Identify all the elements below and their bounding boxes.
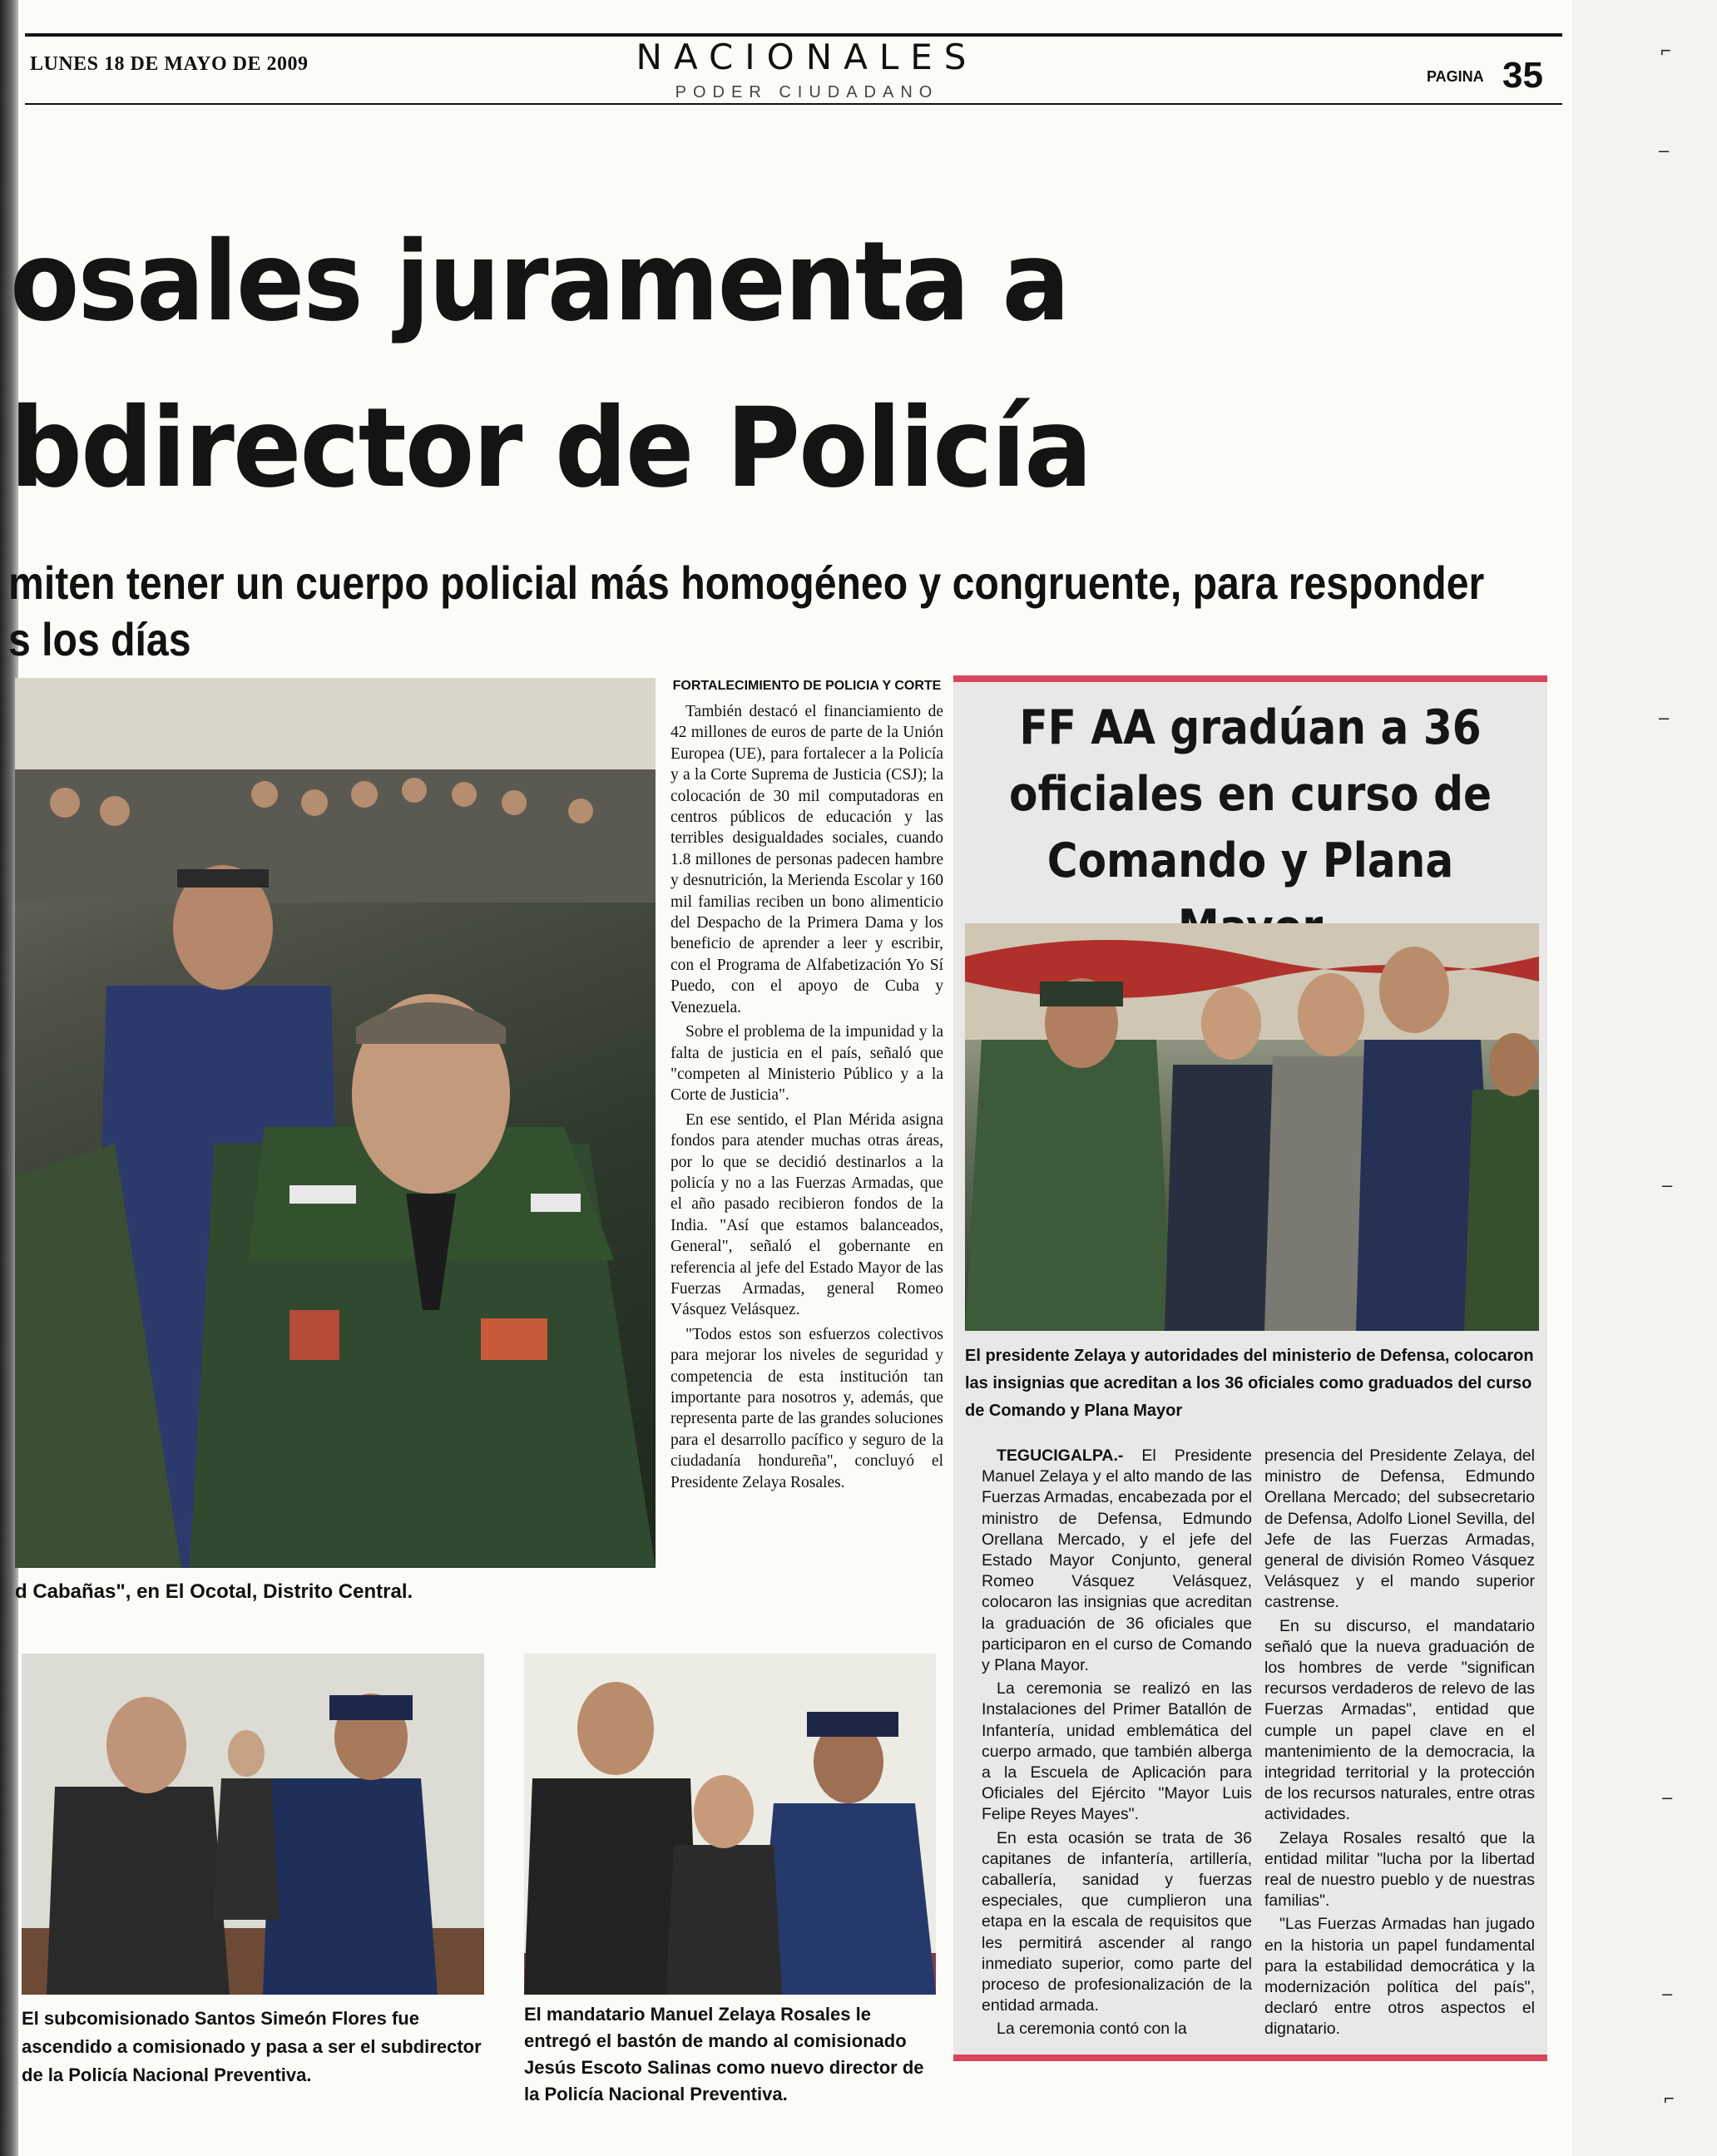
deck-line-1: miten tener un cuerpo policial más homogéneo y congruente, para responder — [8, 556, 1485, 609]
sidebar-paragraph: La ceremonia se realizó en las Instalaciones del Primer Batallón de Infantería, unidad emblemática del cuerpo armado, que también alberga a la Escuela de Aplicación para Oficiales del Ejército "Mayor Luis Felipe Reyes Mayes". — [982, 1679, 1252, 1824]
headline-line-2: bdirector de Policía — [10, 384, 1091, 512]
sidebar-paragraph: "Las Fuerzas Armadas han jugado en la historia un papel fundamental para la estabilidad democrática y la modernización política del país", declaró entre otros aspectos el dignatario. — [1264, 1915, 1535, 2039]
margin-mark: – — [1662, 1174, 1673, 1195]
sidebar-headline-line-3: Comando y Plana — [1047, 833, 1454, 888]
sidebar-paragraph: En su discurso, el mandatario señaló que la nueva graduación de los hombres de verde "significan recursos verdaderos de relevo de las Fuerzas Armadas", entidad que cumple un papel clave en el mantenimiento de la democracia, la integridad territorial y la protección de los recursos naturales, entre otras actividades. — [1264, 1616, 1535, 1824]
photo-insignia-ceremony — [965, 923, 1539, 1331]
header-rule-bottom — [25, 103, 1562, 105]
main-photo-caption: d Cabañas", en El Ocotal, Distrito Central. — [15, 1580, 413, 1603]
sidebar-paragraph — [982, 1446, 1252, 1676]
photo-promotion-handshake — [22, 1654, 484, 1995]
sidebar-paragraph: Zelaya Rosales resaltó que la entidad militar "lucha por la libertad real de nuestro pueblo y de nuestras familias". — [1264, 1828, 1535, 1911]
photo-left-caption: El subcomisionado Santos Simeón Flores fue ascendido a comisionado y pasa a ser el subdirector de la Policía Nacional Preventiva. — [22, 2008, 482, 2085]
page-number: 35 — [1502, 55, 1543, 96]
column-paragraph: "Todos estos son esfuerzos colectivos para mejorar los niveles de seguridad y competencia de esta institución tan importante para nosotros y, además, que representa parte de las grandes soluciones para el desarrollo pacífico y seguro de la ciudadanía hondureña", concluyó el Presidente Zelaya Rosales. — [670, 1325, 943, 1491]
margin-mark: – — [1659, 707, 1670, 728]
main-photo-officers — [15, 678, 656, 1568]
page-label: PAGINA — [1427, 68, 1484, 85]
sidebar-headline-line-1: FF AA gradúan a 36 — [1019, 700, 1482, 755]
sidebar-paragraph: presencia del Presidente Zelaya, del ministro de Defensa, Edmundo Orellana Mercado; del subsecretario de Defensa, Adolfo Lionel Sevilla, del Jefe de las Fuerzas Armadas, general de división Romeo Vásquez Velásquez y el mando superior castrense. — [1264, 1446, 1535, 1612]
issue-date: LUNES 18 DE MAYO DE 2009 — [30, 53, 309, 75]
sidebar-paragraph: La ceremonia contó con la — [997, 2020, 1187, 2039]
margin-mark: – — [1659, 140, 1670, 161]
sidebar-column-2 — [1264, 1446, 1535, 2043]
section-subtitle: PODER CIUDADANO — [675, 83, 939, 101]
photo-insignia-illustration — [965, 923, 1539, 1331]
sidebar-headline — [992, 695, 1508, 961]
column-subhead: FORTALECIMIENTO DE POLICIA Y CORTE — [672, 679, 942, 693]
photo-baton-illustration — [524, 1654, 936, 1995]
photo-promotion-illustration — [22, 1654, 484, 1995]
margin-mark: ⌐ — [1660, 40, 1671, 61]
photo-baton-handover — [524, 1654, 936, 1995]
section-title: NACIONALES — [636, 37, 978, 77]
sidebar-paragraph: En esta ocasión se trata de 36 capitanes de infantería, artillería, caballería, sanidad y fuerzas especiales, que cumplieron una etapa en la escala de requisitos que les permitirá ascender al rango inmediato superior, como parte del proceso de profesionalización de la entidad armada. — [982, 1828, 1252, 2015]
deck-line-2: s los días — [8, 613, 191, 665]
sidebar-column-1 — [982, 1446, 1252, 2043]
margin-mark: ⌐ — [1664, 2088, 1675, 2109]
article-body-column — [670, 678, 943, 1496]
margin-mark: – — [1662, 1787, 1673, 1807]
column-paragraph: Sobre el problema de la impunidad y la falta de justicia en el país, señaló que "competen al Ministerio Público y a la Corte de Justicia". — [670, 1023, 943, 1105]
headline-line-1: osales juramenta a — [10, 218, 1069, 346]
sidebar-headline-line-2: oficiales en curso de — [1008, 767, 1492, 822]
main-photo-illustration — [15, 678, 656, 1568]
sidebar-photo-caption: El presidente Zelaya y autoridades del ministerio de Defensa, colocaron las insignias que acreditan a los 36 oficiales como graduados del curso de Comando y Plana Mayor — [965, 1347, 1534, 1420]
dateline: TEGUCIGALPA.- — [997, 1446, 1124, 1465]
photo-center-caption: El mandatario Manuel Zelaya Rosales le entregó el bastón de mando al comisionado Jesús Escoto Salinas como nuevo director de la Policía Nacional Preventiva. — [524, 2004, 924, 2104]
column-paragraph: También destacó el financiamiento de 42 millones de euros de parte de la Unión Europea (UE), para fortalecer a la Policía y a la Corte Suprema de Justicia (CSJ); la colocación de 30 mil computadoras en centros públicos de educación y las terribles desigualdades sociales, cuando 1.8 millones de personas padecen hambre y desnutrición, la Merienda Escolar y 160 mil familias reciben un bono alimenticio del Despacho de la Primera Dama y los beneficio de aprender a leer y escribir, con el Programa de Alfabetización Yo Sí Puedo, con el apoyo de Cuba y Venezuela. — [670, 703, 943, 1016]
margin-mark: – — [1662, 1983, 1673, 2004]
sidebar-paragraph-text: El Presidente Manuel Zelaya y el alto mando de las Fuerzas Armadas, encabezada por el ministro de Defensa, Edmundo Orellana Mercado, y el jefe del Estado Mayor Conjunto, general Romeo Vásquez Velásquez, colocaron las insignias que acreditan la graduación de 36 oficiales que participaron en el curso de Comando y Plana Mayor. — [982, 1446, 1252, 1675]
column-paragraph: En ese sentido, el Plan Mérida asigna fondos para atender muchas otras áreas, por lo que se decidió destinarlos a la policía y no a las Fuerzas Armadas, que el año pasado recibieron fondos de la India. "Así que estamos balanceados, General", señaló el gobernante en referencia al jefe del Estado Mayor de las Fuerzas Armadas, general Romeo Vásquez Velásquez. — [670, 1110, 943, 1319]
